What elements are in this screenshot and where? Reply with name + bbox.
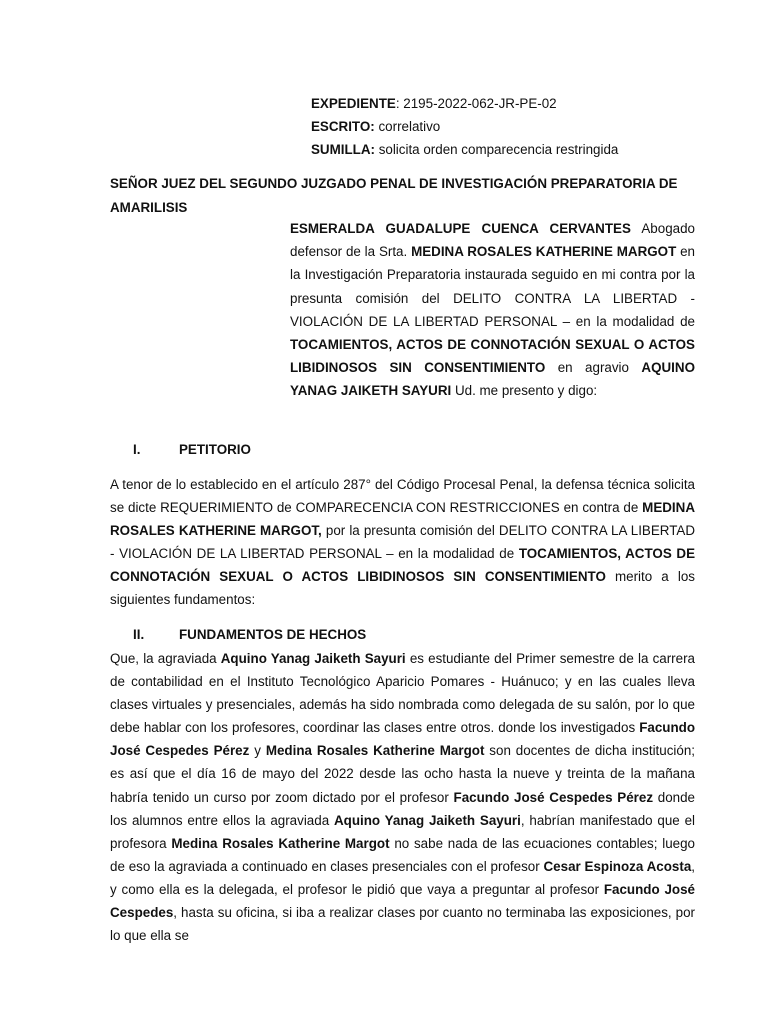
hechos-name: Aquino Yanag Jaiketh Sayuri <box>220 651 406 666</box>
case-header <box>311 92 711 161</box>
petitorio-text: por la presunta comisión del DELITO CONTRA LA LIBERTAD - VIOLACIÓN DE LA LIBERTAD PERSONAL – en la modalidad de <box>110 523 695 562</box>
petitorio-text: merito a los siguientes fundamentos: <box>110 569 695 608</box>
sumilla-value: solicita orden comparecencia restringida <box>374 142 619 157</box>
section-title: PETITORIO <box>179 442 251 457</box>
hechos-text: Que, la agraviada <box>110 651 221 666</box>
hechos-text: , habrían manifestado que el profesora <box>110 812 696 851</box>
intro-text: en agravio <box>545 360 642 376</box>
hechos-text: donde los alumnos entre ellos la agraviada <box>110 789 695 828</box>
petitorio-modality: TOCAMIENTOS, ACTOS DE CONNOTACIÓN SEXUAL O ACTOS LIBIDINOSOS SIN CONSENTIMIENTO <box>110 546 695 585</box>
intro-text: Abogado defensor de la Srta. <box>290 221 695 260</box>
intro-lawyer-name: ESMERALDA GUADALUPE CUENCA CERVANTES <box>290 221 631 236</box>
hechos-text: , y como ella es la delegada, el profesor le pidió que vaya a preguntar al profesor <box>110 858 695 897</box>
escrito-value: correlativo <box>374 119 441 134</box>
hechos-name: Cesar Espinoza Acosta <box>543 858 692 874</box>
hechos-text: es estudiante del Primer semestre de la carrera de contabilidad en el Instituto Tecnológico Aparicio Pomares - Huánuco; y en las cuales lleva clases virtuales y presenciales, además ha sido nombrada como delegada de su salón, por lo que debe hablar con los profesores, coordinar las clases entre otros. donde los investigados <box>110 651 695 736</box>
hechos-name: Facundo José Cespedes Pérez <box>110 720 695 759</box>
sumilla-line <box>311 138 711 161</box>
intro-paragraph <box>290 217 695 403</box>
expediente-value: : 2195-2022-062-JR-PE-02 <box>395 96 557 111</box>
section-number: II. <box>133 627 145 642</box>
expediente-line <box>311 92 711 115</box>
hechos-name: Medina Rosales Katherine Margot <box>171 835 390 851</box>
hechos-text: , hasta su oficina, si iba a realizar clases por cuanto no terminaba las exposiciones, por lo que ella se <box>110 905 695 944</box>
intro-modality: TOCAMIENTOS, ACTOS DE CONNOTACIÓN SEXUAL O ACTOS LIBIDINOSOS SIN CONSENTIMIENTO <box>290 337 695 376</box>
hechos-text: son docentes de dicha institución; es así que el día 16 de mayo del 2022 desde las ocho hasta la nueve y treinta de la mañana habría tenido un curso por zoom dictado por el profesor <box>110 743 696 805</box>
section-number: I. <box>133 442 141 457</box>
escrito-label: ESCRITO: <box>311 119 375 134</box>
expediente-label: EXPEDIENTE <box>311 96 396 111</box>
section-title: FUNDAMENTOS DE HECHOS <box>179 627 367 642</box>
hechos-paragraph <box>110 647 695 947</box>
intro-text: Ud. me presento y digo: <box>451 383 598 399</box>
hechos-text: y <box>249 743 266 759</box>
petitorio-paragraph <box>110 473 695 612</box>
petitorio-text: A tenor de lo establecido en el artículo 287° del Código Procesal Penal, la defensa técnica solicita se dicte REQUERIMIENTO de COMPARECENCIA CON RESTRICCIONES en contra de <box>110 477 695 516</box>
escrito-line <box>311 115 711 138</box>
hechos-text: no sabe nada de las ecuaciones contables; luego de eso la agraviada a continuado en clases presenciales con el profesor <box>110 835 695 874</box>
hechos-name: Facundo José Cespedes Pérez <box>453 789 654 805</box>
addressee: SEÑOR JUEZ DEL SEGUNDO JUZGADO PENAL DE INVESTIGACIÓN PREPARATORIA DE AMARILISIS <box>110 176 678 215</box>
hechos-name: Medina Rosales Katherine Margot <box>265 743 485 759</box>
intro-text: en la Investigación Preparatoria instaurada seguido en mi contra por la presunta comisión del DELITO CONTRA LA LIBERTAD - VIOLACIÓN DE LA LIBERTAD PERSONAL – en la modalidad de <box>290 244 695 329</box>
sumilla-label: SUMILLA: <box>311 142 375 157</box>
hechos-name: Facundo José Cespedes <box>110 881 695 921</box>
intro-client-name: MEDINA ROSALES KATHERINE MARGOT <box>411 244 677 260</box>
intro-victim-name: AQUINO YANAG JAIKETH SAYURI <box>290 360 695 399</box>
hechos-name: Aquino Yanag Jaiketh Sayuri <box>333 812 521 828</box>
petitorio-accused-name: MEDINA ROSALES KATHERINE MARGOT, <box>110 500 695 539</box>
